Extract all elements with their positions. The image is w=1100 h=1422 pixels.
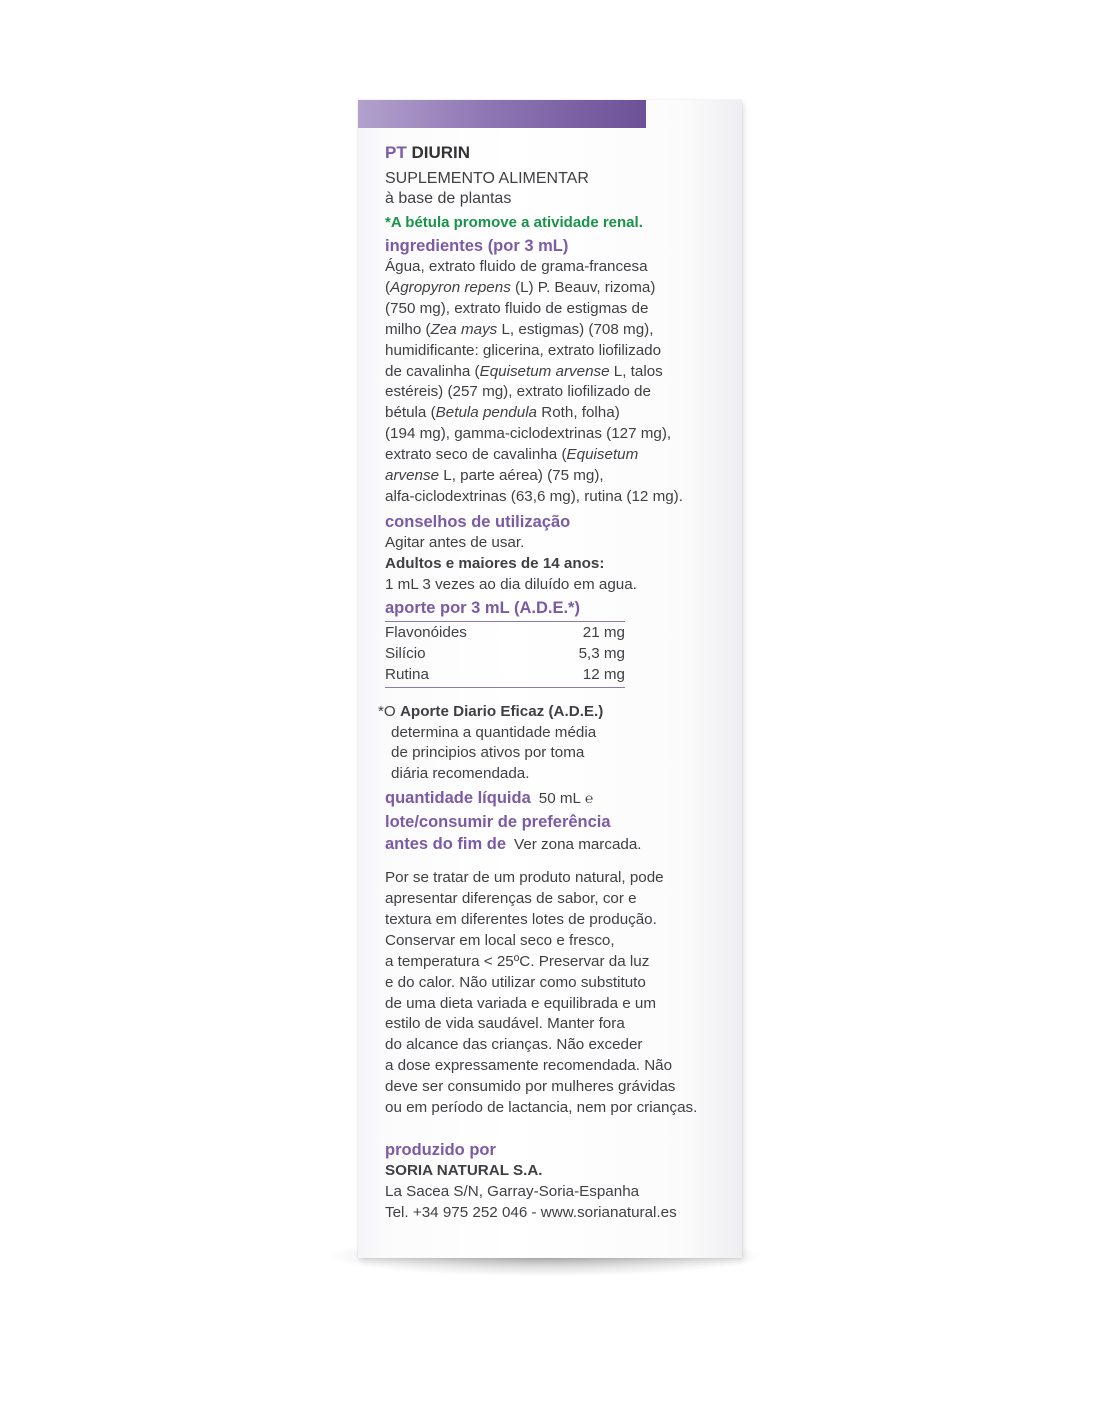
producer-contact: Tel. +34 975 252 046 - www.sorianatural.es: [385, 1203, 677, 1221]
warning-line: ou em período de lactancia, nem por crianças.: [385, 1099, 698, 1117]
product-name: DIURIN: [411, 143, 471, 162]
warning-line: Conservar em local seco e fresco,: [385, 931, 615, 949]
warnings-text: [385, 868, 725, 1119]
ingredients-list: [385, 257, 725, 508]
ingredients-line: Água, extrato fluido de grama-francesa: [385, 258, 648, 275]
nutrient-name: Flavonóides: [385, 623, 467, 641]
estimated-sign-icon: ℮: [584, 790, 594, 807]
warning-line: e do calor. Não utilizar como substituto: [385, 973, 646, 991]
ingredients-line: bétula (Betula pendula Roth, folha): [385, 404, 620, 422]
producer-address: La Sacea S/N, Garray-Soria-Espanha: [385, 1182, 640, 1200]
warning-line: a dose expressamente recomendada. Não: [385, 1057, 673, 1075]
usage-text: [385, 533, 725, 596]
nutrient-value: 5,3 mg: [578, 644, 625, 662]
net-quantity-value: 50 mL: [538, 790, 581, 808]
ingredients-line: milho (Zea mays L, estigmas) (708 mg),: [385, 320, 654, 338]
usage-heading: conselhos de utilização: [385, 512, 571, 531]
producer-company: SORIA NATURAL S.A.: [385, 1162, 543, 1179]
net-quantity-label: quantidade líquida: [385, 789, 531, 808]
usage-dose: 1 mL 3 vezes ao dia diluído em agua.: [385, 575, 637, 593]
nutrient-value: 12 mg: [582, 665, 625, 683]
nutrient-name: Rutina: [385, 665, 429, 683]
product-label-panel: [358, 100, 742, 1258]
usage-audience: Adultos e maiores de 14 anos:: [385, 554, 605, 572]
table-row: [385, 664, 625, 685]
footnote-line: determina a quantidade média: [391, 723, 597, 741]
product-title: [385, 142, 725, 163]
lot-value: Ver zona marcada.: [514, 836, 642, 854]
ingredients-line: (Agropyron repens (L) P. Beauv, rizoma): [385, 278, 656, 296]
ingredients-line: (750 mg), extrato fluido de estigmas de: [385, 299, 649, 317]
language-code: PT: [385, 143, 407, 162]
warning-line: Por se tratar de um produto natural, pode: [385, 869, 664, 887]
ingredients-line: (194 mg), gamma-ciclodextrinas (127 mg),: [385, 425, 672, 443]
category-label: SUPLEMENTO ALIMENTAR: [385, 170, 589, 187]
nutrition-heading: aporte por 3 mL (A.D.E.*): [385, 597, 625, 622]
lot-info: [385, 811, 725, 856]
ade-footnote: [378, 702, 725, 786]
warning-line: textura em diferentes lotes de produção.: [385, 910, 657, 928]
table-row: [385, 622, 625, 643]
health-claim: *A bétula promove a atividade renal.: [385, 214, 643, 231]
nutrition-table: [385, 597, 625, 688]
ingredients-line: extrato seco de cavalinha (Equisetum: [385, 446, 639, 464]
ingredients-heading: ingredientes (por 3 mL): [385, 237, 569, 255]
net-quantity: [385, 787, 725, 809]
lot-label-cont: antes do fim de: [385, 835, 507, 854]
table-row: [385, 643, 625, 664]
warning-line: do alcance das crianças. Não exceder: [385, 1036, 643, 1054]
nutrient-value: 21 mg: [582, 623, 625, 641]
usage-line: Agitar antes de usar.: [385, 533, 525, 551]
producer-block: [385, 1139, 725, 1224]
warning-line: estilo de vida saudável. Manter fora: [385, 1015, 625, 1033]
ingredients-line: alfa-ciclodextrinas (63,6 mg), rutina (12 mg).: [385, 487, 683, 505]
category-sublabel: à base de plantas: [385, 190, 512, 207]
warning-line: a temperatura < 25ºC. Preservar da luz: [385, 952, 650, 970]
producer-heading: produzido por: [385, 1141, 496, 1159]
ingredients-line: humidificante: glicerina, extrato liofilizado: [385, 341, 662, 359]
ingredients-line: estéreis) (257 mg), extrato liofilizado de: [385, 383, 651, 401]
nutrition-rows: [385, 622, 625, 688]
warning-line: apresentar diferenças de sabor, cor e: [385, 890, 637, 908]
nutrient-name: Silício: [385, 644, 426, 662]
lot-label: lote/consumir de preferência: [385, 813, 611, 832]
top-color-bar: [358, 100, 646, 128]
label-content: [378, 142, 725, 1224]
ingredients-line: de cavalinha (Equisetum arvense L, talos: [385, 362, 663, 380]
footnote-line: *O Aporte Diario Eficaz (A.D.E.): [378, 702, 604, 720]
ingredients-line: arvense L, parte aérea) (75 mg),: [385, 467, 604, 485]
warning-line: deve ser consumido por mulheres grávidas: [385, 1078, 676, 1096]
footnote-line: de principios ativos por toma: [391, 744, 585, 762]
warning-line: de uma dieta variada e equilibrada e um: [385, 994, 657, 1012]
footnote-line: diária recomendada.: [391, 765, 530, 783]
